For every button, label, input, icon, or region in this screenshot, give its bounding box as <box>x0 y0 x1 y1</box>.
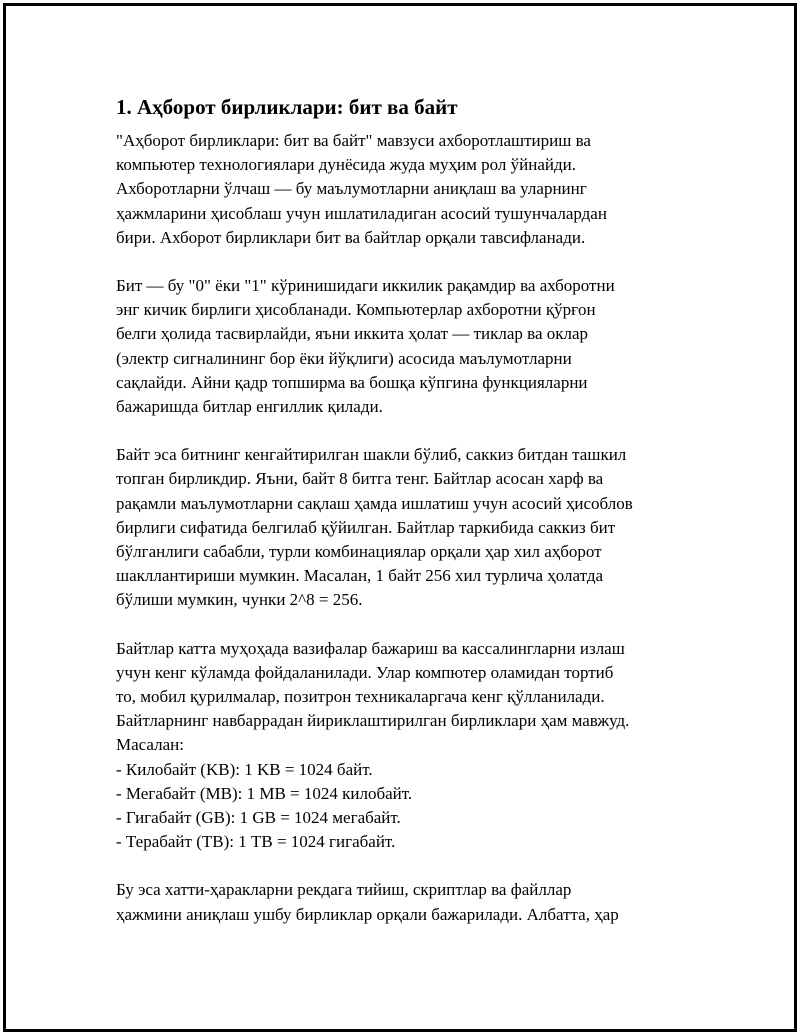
paragraph-intro <box>116 129 716 250</box>
text-line: то, мобил қурилмалар, позитрон техникаларгача кенг қўлланилади. <box>116 687 605 707</box>
text-line: Бу эса хатти-ҳаракларни рекдага тийиш, скриптлар ва файллар <box>116 880 572 900</box>
text-line: компьютер технологиялари дунёсида жуда муҳим рол ўйнайди. <box>116 155 576 175</box>
document-body <box>116 93 716 951</box>
text-line: Бит — бу "0" ёки "1" кўринишидаги иккилик рақамдир ва ахборотни <box>116 276 615 296</box>
text-line: (электр сигналининг бор ёки йўқлиги) асосида маълумотларни <box>116 348 572 368</box>
list-item-megabyte: - Мегабайт (MB): 1 MB = 1024 килобайт. <box>116 783 413 803</box>
paragraph-byte <box>116 443 716 612</box>
text-line: шакллантириши мумкин. Масалан, 1 байт 256 хил турлича ҳолатда <box>116 566 604 586</box>
text-line: белги ҳолида тасвирлайди, яъни иккита ҳолат — тиклар ва оклар <box>116 324 589 344</box>
text-line: Ахборотларни ўлчаш — бу маълумотларни аниқлаш ва уларнинг <box>116 179 587 199</box>
list-item-kilobyte: - Килобайт (KB): 1 KB = 1024 байт. <box>116 759 373 779</box>
text-line: сақлайди. Айни қадр топширма ва бошқа кўпгина функцияларни <box>116 372 588 392</box>
text-line: бирлиги сифатида белгилаб қўйилган. Байтлар таркибида саккиз бит <box>116 517 616 537</box>
text-line: Масалан: <box>116 735 184 755</box>
text-line: ҳажмини аниқлаш ушбу бирликлар орқали бажарилади. Албатта, ҳар <box>116 904 619 924</box>
text-line: энг кичик бирлиги ҳисобланади. Компьютерлар ахборотни қўрғон <box>116 300 596 320</box>
list-item-gigabyte: - Гигабайт (GB): 1 GB = 1024 мегабайт. <box>116 808 401 828</box>
paragraph-bit <box>116 274 716 419</box>
list-item-terabyte: - Терабайт (TB): 1 TB = 1024 гигабайт. <box>116 832 396 852</box>
text-line: ҳажмларини ҳисоблаш учун ишлатиладиган асосий тушунчалардан <box>116 203 607 223</box>
text-line: бўлиши мумкин, чунки 2^8 = 256. <box>116 590 363 610</box>
text-line: рақамли маълумотларни сақлаш ҳамда ишлатиш учун асосий ҳисоблов <box>116 493 633 513</box>
text-line: Байтларнинг навбаррадан йириклаштирилган бирликлари ҳам мавжуд. <box>116 711 630 731</box>
text-line: бири. Ахборот бирликлари бит ва байтлар орқали тавсифланади. <box>116 227 586 247</box>
text-line: "Аҳборот бирликлари: бит ва байт" мавзуси ахборотлаштириш ва <box>116 131 591 150</box>
text-line: Байтлар катта муҳоҳада вазифалар бажариш ва кассалингларни излаш <box>116 638 625 658</box>
text-line: бўлганлиги сабабли, турли комбинациялар орқали ҳар хил аҳборот <box>116 542 602 562</box>
text-line: учун кенг кўламда фойдаланилади. Улар компютер оламидан тортиб <box>116 662 614 682</box>
text-line: Байт эса битнинг кенгайтирилган шакли бўлиб, саккиз битдан ташкил <box>116 445 627 465</box>
text-line: бажаришда битлар енгиллик қилади. <box>116 397 383 417</box>
document-title: 1. Аҳборот бирликлари: бит ва байт <box>116 95 458 119</box>
paragraph-byte-units <box>116 637 716 855</box>
paragraph-closing <box>116 878 716 926</box>
text-line: топган бирликдир. Яъни, байт 8 битга тенг. Байтлар асосан харф ва <box>116 469 604 489</box>
